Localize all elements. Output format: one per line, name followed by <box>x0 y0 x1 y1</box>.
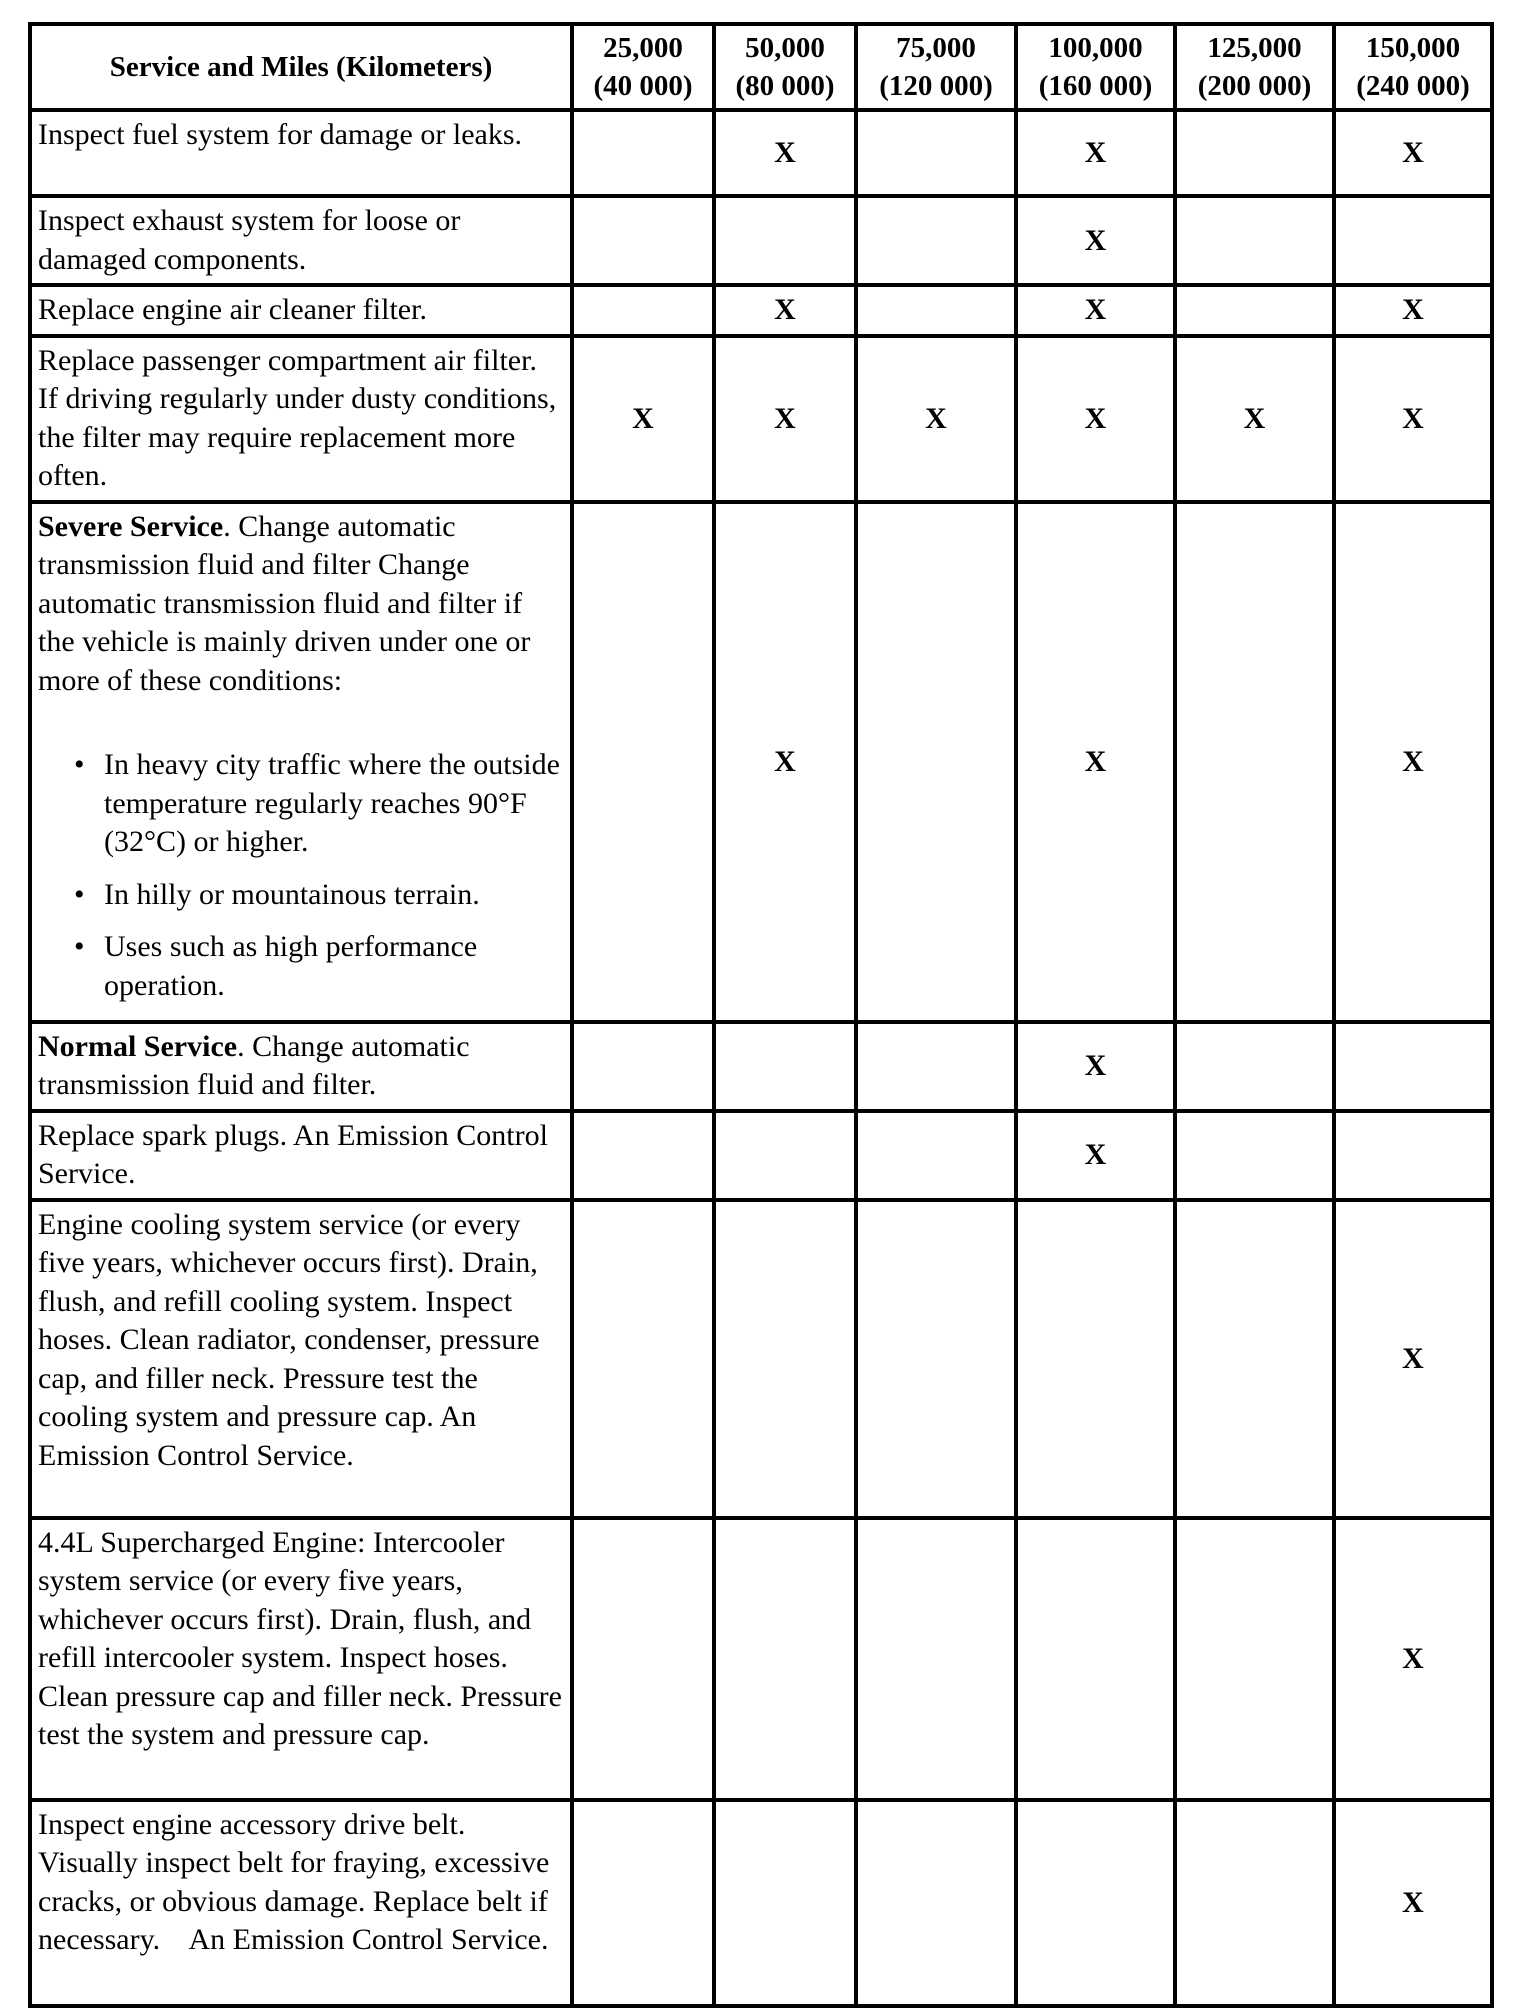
interval-mark-cell <box>714 285 856 336</box>
interval-mark-cell <box>856 1111 1016 1200</box>
interval-mark-cell <box>572 1200 714 1518</box>
table-row <box>30 1200 1492 1518</box>
check-mark: X <box>774 293 796 327</box>
interval-mark-cell <box>1016 1111 1175 1200</box>
header-interval-100000 <box>1016 24 1175 110</box>
normal-service-text: . Change automatic transmission fluid and filter. <box>38 1029 470 1101</box>
interval-mark-cell <box>1016 196 1175 285</box>
header-interval-125000 <box>1175 24 1334 110</box>
interval-mark-cell <box>856 196 1016 285</box>
check-mark: X <box>1084 1138 1107 1171</box>
normal-service-label: Normal Service <box>38 1029 238 1063</box>
interval-mark-cell <box>1016 502 1175 1022</box>
interval-km: (80 000) <box>735 70 835 102</box>
check-mark: X <box>632 401 654 435</box>
interval-mark-cell <box>714 502 856 1022</box>
header-row <box>30 24 1492 110</box>
condition-item: • In hilly or mountainous terrain. <box>38 876 564 915</box>
interval-mark-cell <box>1175 502 1334 1022</box>
interval-mark-cell <box>1334 336 1492 502</box>
interval-miles: 125,000 <box>1207 32 1302 64</box>
service-description: Inspect fuel system for damage or leaks. <box>30 110 572 196</box>
check-mark: X <box>925 401 947 435</box>
interval-mark-cell <box>1175 110 1334 196</box>
interval-mark-cell <box>1334 196 1492 285</box>
interval-mark-cell <box>856 110 1016 196</box>
table-body <box>30 110 1492 2006</box>
interval-mark-cell <box>714 1518 856 1800</box>
check-mark: X <box>1084 293 1107 327</box>
interval-mark-cell <box>572 1800 714 2006</box>
interval-km: (40 000) <box>593 70 693 102</box>
service-description: Replace passenger compartment air filter. If driving regularly under dusty conditions, the filter may require replacement more often. <box>30 336 572 502</box>
service-description: Inspect engine accessory drive belt. Visually inspect belt for fraying, excessive cracks, or obvious damage. Replace belt if necessary. An Emission Control Service. <box>30 1800 572 2006</box>
interval-km: (200 000) <box>1197 70 1312 102</box>
interval-mark-cell <box>572 1518 714 1800</box>
interval-mark-cell <box>1334 1200 1492 1518</box>
maintenance-schedule-table <box>28 22 1494 2008</box>
interval-mark-cell <box>856 336 1016 502</box>
header-interval-50000 <box>714 24 856 110</box>
check-mark: X <box>1402 1341 1424 1375</box>
interval-mark-cell <box>714 1800 856 2006</box>
interval-mark-cell <box>572 196 714 285</box>
check-mark: X <box>1402 744 1424 778</box>
interval-mark-cell <box>714 1200 856 1518</box>
check-mark: X <box>774 136 796 169</box>
interval-mark-cell <box>572 285 714 336</box>
spacer <box>38 700 564 746</box>
service-description: Inspect exhaust system for loose or damaged components. <box>30 196 572 285</box>
severe-service-label: Severe Service <box>38 509 224 543</box>
interval-mark-cell <box>856 285 1016 336</box>
interval-km: (160 000) <box>1038 70 1153 102</box>
interval-mark-cell <box>1175 1111 1334 1200</box>
check-mark: X <box>1402 401 1424 435</box>
check-mark: X <box>774 401 796 435</box>
interval-mark-cell <box>1175 285 1334 336</box>
interval-mark-cell <box>1016 1800 1175 2006</box>
interval-mark-cell <box>1334 285 1492 336</box>
interval-mark-cell <box>856 1022 1016 1111</box>
interval-miles: 25,000 <box>603 32 683 64</box>
interval-mark-cell <box>856 502 1016 1022</box>
service-description: Replace engine air cleaner filter. <box>30 285 572 336</box>
table-row <box>30 1518 1492 1800</box>
interval-mark-cell <box>1334 502 1492 1022</box>
interval-miles: 75,000 <box>896 32 976 64</box>
interval-mark-cell <box>572 1111 714 1200</box>
service-description <box>30 502 572 1022</box>
interval-mark-cell <box>856 1800 1016 2006</box>
interval-km: (240 000) <box>1356 70 1470 102</box>
header-service-label: Service and Miles (Kilometers) <box>30 24 572 110</box>
service-description: Engine cooling system service (or every five years, whichever occurs first). Drain, flush, and refill cooling system. Inspect hoses. Clean radiator, condenser, pressure cap, and filler neck. Pressure test the cooling system and pressure cap. An Emission Control Service. <box>30 1200 572 1518</box>
table-row <box>30 110 1492 196</box>
interval-mark-cell <box>1016 1022 1175 1111</box>
interval-mark-cell <box>714 1111 856 1200</box>
condition-list <box>38 746 564 1005</box>
interval-mark-cell <box>1175 1518 1334 1800</box>
interval-mark-cell <box>714 196 856 285</box>
interval-mark-cell <box>572 1022 714 1111</box>
interval-mark-cell <box>856 1518 1016 1800</box>
interval-mark-cell <box>1016 336 1175 502</box>
interval-mark-cell <box>714 110 856 196</box>
check-mark: X <box>1402 1885 1424 1919</box>
condition-item: • Uses such as high performance operation. <box>38 928 564 1005</box>
interval-mark-cell <box>714 336 856 502</box>
service-description: 4.4L Supercharged Engine: Intercooler system service (or every five years, whichever occurs first). Drain, flush, and refill intercooler system. Inspect hoses. Clean pressure cap and filler neck. Pressure test the system and pressure cap. <box>30 1518 572 1800</box>
interval-mark-cell <box>1016 1200 1175 1518</box>
interval-mark-cell <box>1016 285 1175 336</box>
table-row <box>30 196 1492 285</box>
check-mark: X <box>1084 223 1107 257</box>
interval-mark-cell <box>1334 1518 1492 1800</box>
interval-mark-cell <box>1175 196 1334 285</box>
interval-mark-cell <box>1175 1022 1334 1111</box>
check-mark: X <box>774 744 796 778</box>
interval-km: (120 000) <box>879 70 993 102</box>
interval-mark-cell <box>1175 336 1334 502</box>
interval-mark-cell <box>1175 1200 1334 1518</box>
interval-miles: 100,000 <box>1048 32 1143 64</box>
interval-mark-cell <box>572 336 714 502</box>
interval-miles: 150,000 <box>1365 32 1461 64</box>
check-mark: X <box>1084 744 1107 778</box>
interval-mark-cell <box>856 1200 1016 1518</box>
interval-mark-cell <box>1334 1800 1492 2006</box>
interval-mark-cell <box>1016 110 1175 196</box>
interval-miles: 50,000 <box>745 32 825 64</box>
table-row <box>30 285 1492 336</box>
interval-mark-cell <box>1334 110 1492 196</box>
header-interval-75000 <box>856 24 1016 110</box>
interval-mark-cell <box>572 110 714 196</box>
check-mark: X <box>1084 401 1107 435</box>
interval-mark-cell <box>1175 1800 1334 2006</box>
check-mark: X <box>1402 136 1424 169</box>
header-interval-25000 <box>572 24 714 110</box>
check-mark: X <box>1243 401 1266 435</box>
table-row <box>30 336 1492 502</box>
condition-item: • In heavy city traffic where the outside temperature regularly reaches 90°F (32°C) or higher. <box>38 746 564 862</box>
interval-mark-cell <box>1016 1518 1175 1800</box>
service-description: Replace spark plugs. An Emission Control Service. <box>30 1111 572 1200</box>
interval-mark-cell <box>714 1022 856 1111</box>
interval-mark-cell <box>572 502 714 1022</box>
interval-mark-cell <box>1334 1111 1492 1200</box>
header-interval-150000 <box>1334 24 1492 110</box>
check-mark: X <box>1402 1641 1424 1675</box>
check-mark: X <box>1084 1049 1107 1082</box>
table-row <box>30 1800 1492 2006</box>
check-mark: X <box>1402 293 1424 327</box>
table-row <box>30 1111 1492 1200</box>
check-mark: X <box>1084 136 1107 169</box>
severe-service-text: . Change automatic transmission fluid and filter Change automatic transmission fluid and filter if the vehicle is mainly driven under one or more of these conditions: <box>38 509 531 697</box>
table-row <box>30 502 1492 1022</box>
service-description <box>30 1022 572 1111</box>
table-row <box>30 1022 1492 1111</box>
interval-mark-cell <box>1334 1022 1492 1111</box>
